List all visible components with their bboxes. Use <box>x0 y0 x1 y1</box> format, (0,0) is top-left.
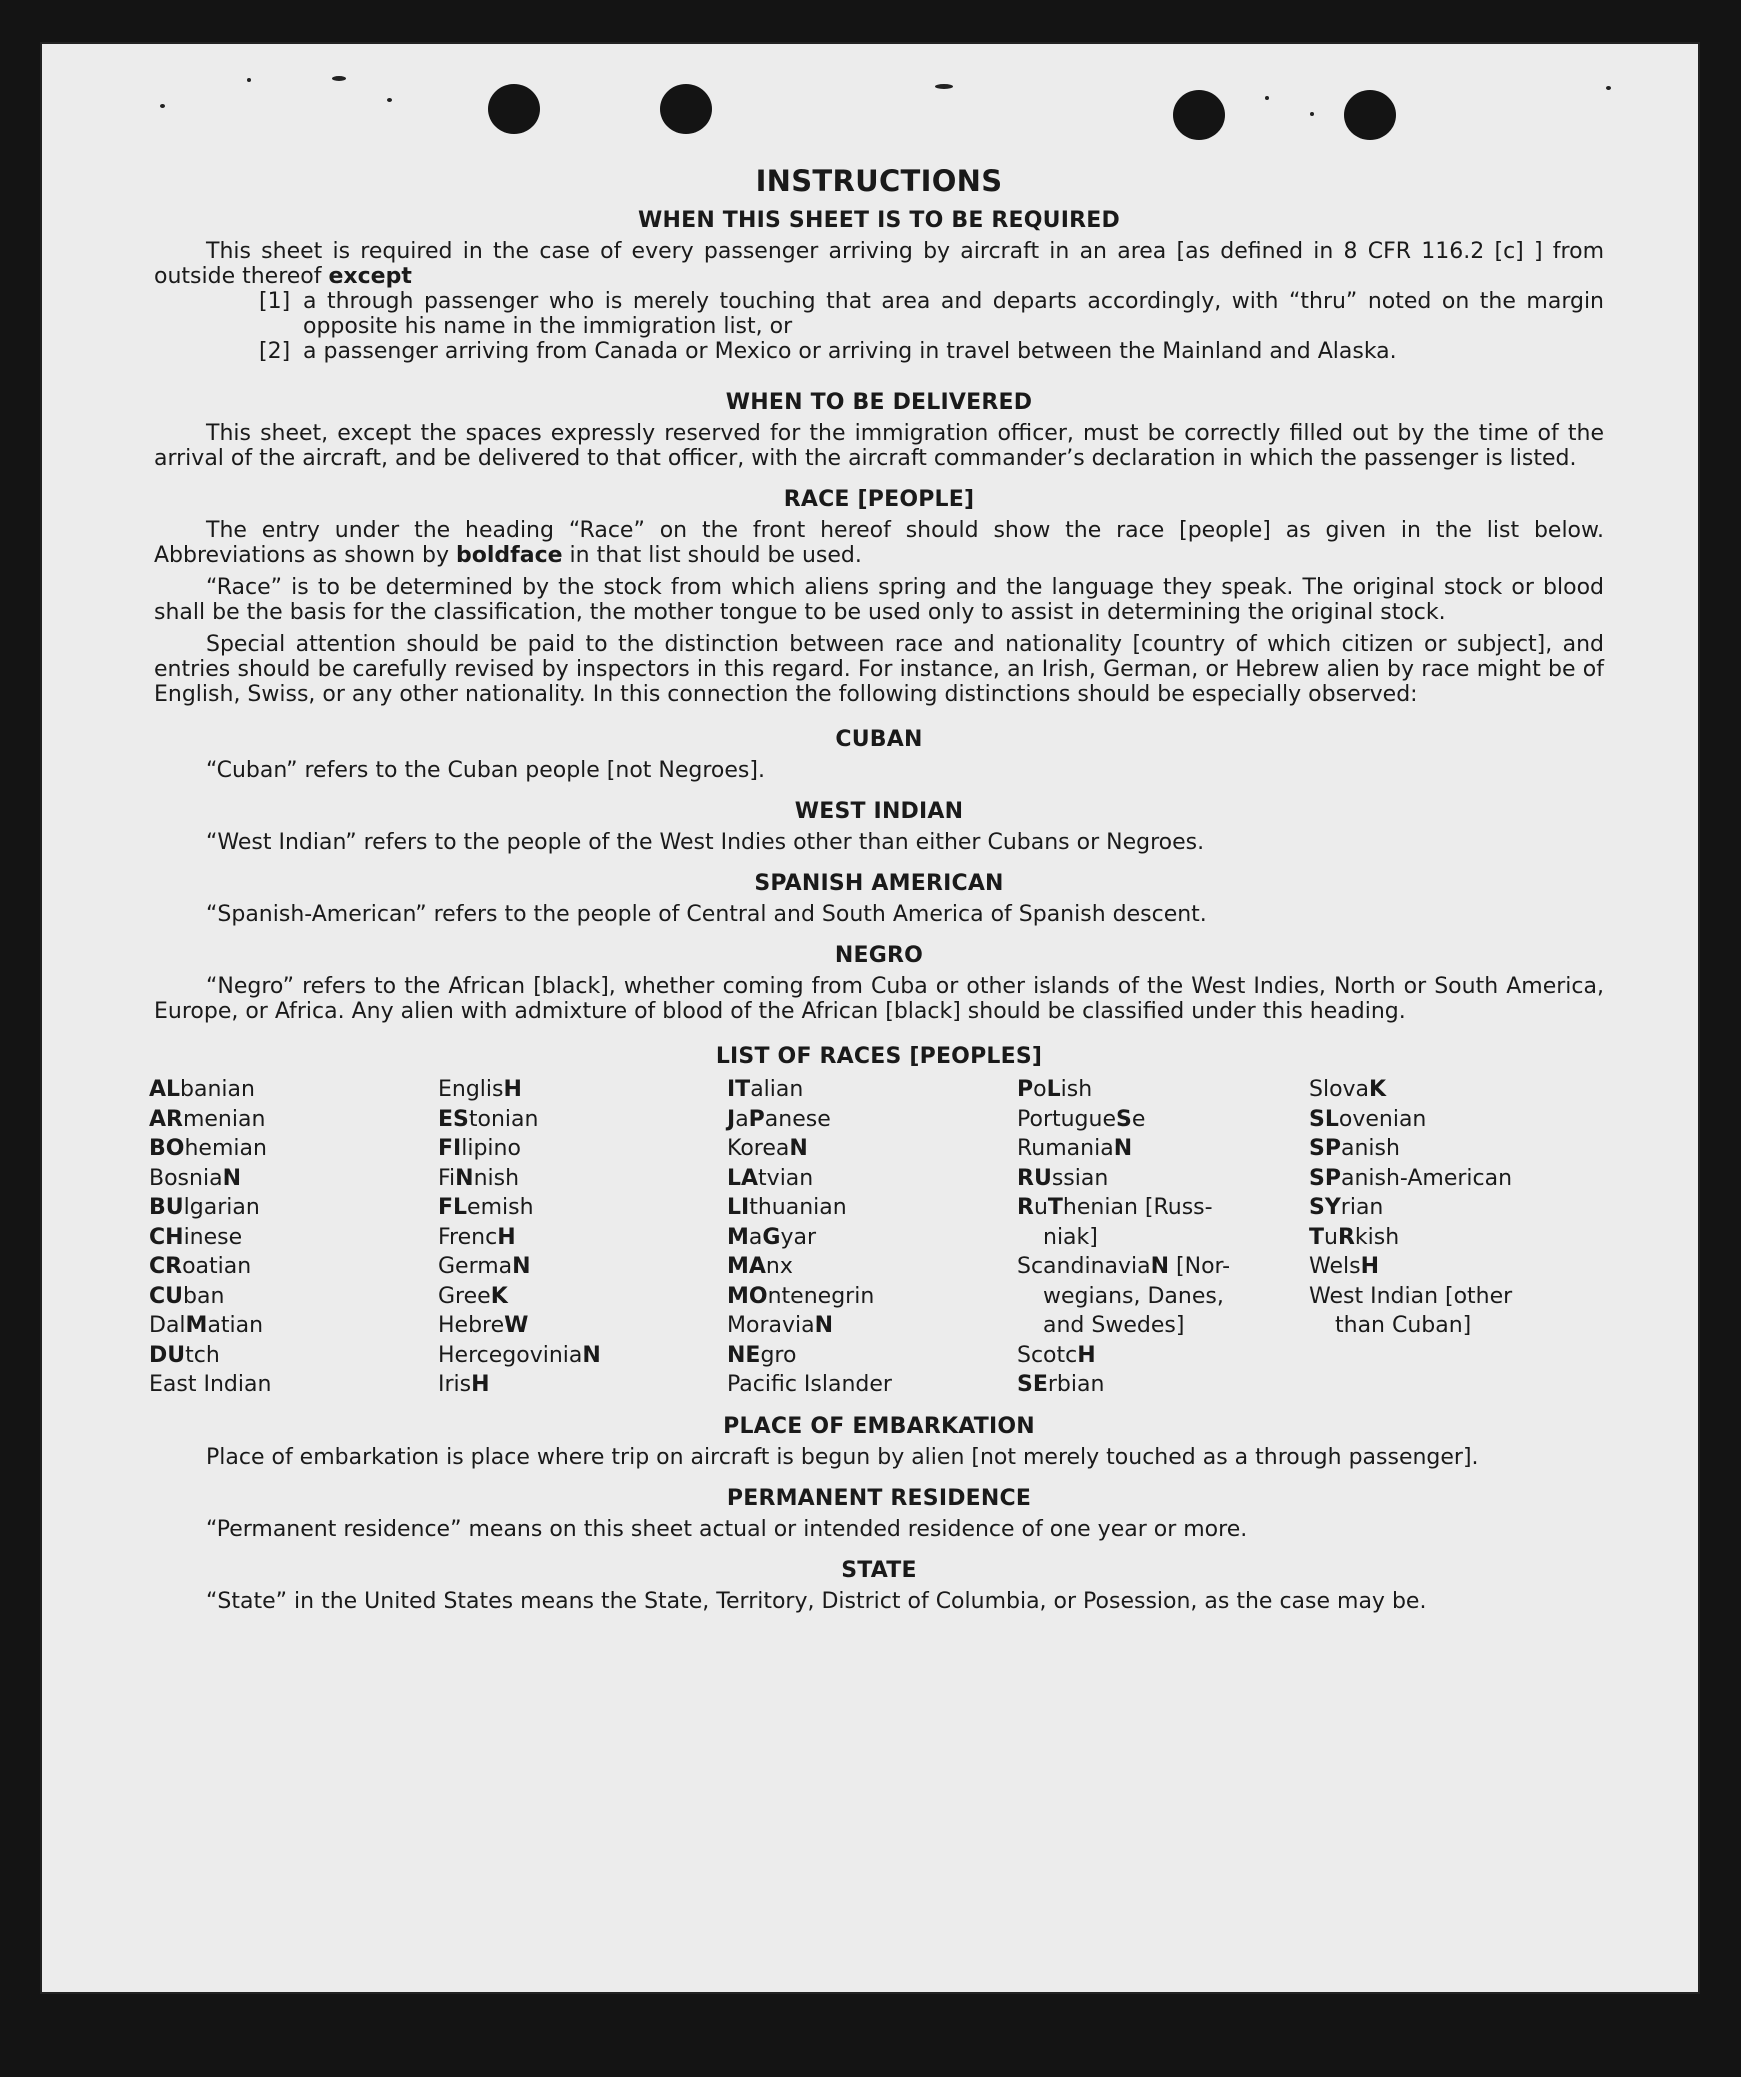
cuban-text: “Cuban” refers to the Cuban people [not Negroes]. <box>206 758 765 783</box>
race-entry: WelsH <box>1309 1254 1379 1279</box>
heading-permanent-residence: PERMANENT RESIDENCE <box>726 1485 1032 1511</box>
race-entry: DalMatian <box>149 1313 264 1338</box>
state-text: “State” in the United States means the State, Territory, District of Columbia, or Posession, as the case may be. <box>206 1588 1427 1614</box>
race-entry: LIthuanian <box>727 1195 847 1220</box>
race-paragraph-3: Special attention should be paid to the distinction between race and nationality [country of which citizen or subject], and entries should be carefully revised by inspectors in this regard. For instance, an Irish, German, or Hebrew alien by race might be of English, Swiss, or any other nationality. In this connection the following distinctions should be especially observed: <box>154 632 1604 707</box>
race-entry: ALbanian <box>149 1077 255 1102</box>
heading-state: STATE <box>841 1557 917 1583</box>
races-column <box>727 1075 1017 1400</box>
race-paragraph-2: “Race” is to be determined by the stock from which aliens spring and the language they speak. The original stock or blood shall be the basis for the classification, the mother tongue to be used only to assist in determining the original stock. <box>154 575 1604 625</box>
race-entry: PortugueSe <box>1017 1106 1146 1132</box>
race-entry: FiNnish <box>438 1165 520 1191</box>
spanish-american-text: “Spanish-American” refers to the people of Central and South America of Spanish descent. <box>206 902 1207 927</box>
race-entry: than Cuban] <box>1335 1313 1472 1338</box>
race-entry: RuThenian [Russ- <box>1017 1195 1213 1220</box>
race-entry: DUtch <box>149 1342 220 1368</box>
race-entry: ScotcH <box>1017 1342 1096 1368</box>
race-entry: JaPanese <box>727 1106 831 1132</box>
race-entry: ScandinaviaN [Nor- <box>1017 1254 1231 1279</box>
punch-hole <box>1344 90 1396 140</box>
race-entry: and Swedes] <box>1043 1313 1185 1338</box>
race-entry: MAnx <box>727 1254 793 1279</box>
heading-place-of-embarkation: PLACE OF EMBARKATION <box>723 1413 1035 1439</box>
race-entry: HebreW <box>438 1313 529 1338</box>
races-column <box>1309 1075 1599 1400</box>
race-entry: BUlgarian <box>149 1195 260 1220</box>
document-sheet <box>42 44 1698 1992</box>
race-entry: PoLish <box>1017 1077 1093 1102</box>
race-entry: TuRkish <box>1309 1224 1400 1250</box>
instructions-content <box>149 164 1604 1614</box>
race-entry: niak] <box>1043 1224 1098 1250</box>
required-intro: This sheet is required in the case of every passenger arriving by aircraft in an area [as defined in 8 CFR 116.2 [c] ] from outside thereof except <box>154 239 1604 289</box>
race-entry: West Indian [other <box>1309 1283 1513 1309</box>
race-entry: EnglisH <box>438 1077 522 1102</box>
heading-when-required: WHEN THIS SHEET IS TO BE REQUIRED <box>638 208 1120 233</box>
races-column <box>149 1075 438 1400</box>
race-entry: EStonian <box>438 1106 539 1132</box>
exception-number: [2] <box>259 339 291 364</box>
race-entry: BosniaN <box>149 1165 241 1191</box>
race-entry: MOntenegrin <box>727 1283 875 1309</box>
race-entry: KoreaN <box>727 1136 808 1161</box>
exception-item <box>259 339 1604 364</box>
race-entry: East Indian <box>149 1372 272 1397</box>
page-title: INSTRUCTIONS <box>755 164 1003 198</box>
race-entry: NEgro <box>727 1342 797 1368</box>
heading-list-of-races: LIST OF RACES [PEOPLES] <box>715 1044 1043 1069</box>
heading-cuban: CUBAN <box>835 727 923 752</box>
race-entry: ARmenian <box>149 1106 266 1132</box>
race-entry: SPanish <box>1309 1136 1400 1161</box>
exception-item <box>259 289 1604 339</box>
exception-text: a passenger arriving from Canada or Mexico or arriving in travel between the Mainland and Alaska. <box>303 339 1397 364</box>
punch-hole <box>488 84 540 134</box>
punch-hole <box>1173 90 1225 140</box>
race-entry: SPanish-American <box>1309 1165 1513 1191</box>
race-entry: SErbian <box>1017 1372 1105 1397</box>
delivered-text: This sheet, except the spaces expressly reserved for the immigration officer, must be correctly filled out by the time of the arrival of the aircraft, and be delivered to that officer, with the aircraft commander’s declaration in which the passenger is listed. <box>154 421 1604 471</box>
race-entry: SlovaK <box>1309 1077 1387 1102</box>
heading-negro: NEGRO <box>834 943 924 968</box>
race-entry: IrisH <box>438 1372 490 1397</box>
negro-text: “Negro” refers to the African [black], whether coming from Cuba or other islands of the West Indies, North or South America, Europe, or Africa. Any alien with admixture of blood of the African [black] should be classified under this heading. <box>154 974 1604 1024</box>
race-entry: Pacific Islander <box>727 1372 892 1397</box>
west-indian-text: “West Indian” refers to the people of the West Indies other than either Cubans or Negroes. <box>206 830 1205 855</box>
race-paragraph-1: The entry under the heading “Race” on the front hereof should show the race [people] as given in the list below. Abbreviations as shown by boldface in that list should be used. <box>154 518 1604 568</box>
race-entry: FLemish <box>438 1195 534 1220</box>
races-column <box>438 1075 727 1400</box>
race-entry: FrencH <box>438 1224 516 1250</box>
race-entry: SLovenian <box>1309 1106 1427 1132</box>
race-entry: SYrian <box>1309 1195 1384 1220</box>
exception-number: [1] <box>259 289 291 314</box>
exception-text: a through passenger who is merely touching that area and departs accordingly, with “thru” noted on the margin opposite his name in the immigration list, or <box>303 289 1604 339</box>
race-entry: FIlipino <box>438 1136 521 1161</box>
heading-when-delivered: WHEN TO BE DELIVERED <box>725 390 1033 415</box>
race-entry: CUban <box>149 1283 225 1309</box>
heading-spanish-american: SPANISH AMERICAN <box>754 871 1004 896</box>
race-entry: LAtvian <box>727 1165 814 1191</box>
embarkation-text: Place of embarkation is place where trip on aircraft is begun by alien [not merely touched as a through passenger]. <box>206 1444 1479 1470</box>
heading-race: RACE [PEOPLE] <box>783 487 975 512</box>
races-table <box>149 1075 1604 1400</box>
race-entry: GermaN <box>438 1254 531 1279</box>
race-entry: ITalian <box>727 1077 804 1102</box>
race-entry: RumaniaN <box>1017 1136 1133 1161</box>
required-exceptions-list <box>154 289 1604 364</box>
race-entry: MoraviaN <box>727 1313 834 1338</box>
heading-west-indian: WEST INDIAN <box>794 799 964 824</box>
race-entry: MaGyar <box>727 1224 816 1250</box>
residence-text: “Permanent residence” means on this sheet actual or intended residence of one year or more. <box>206 1516 1248 1542</box>
race-entry: RUssian <box>1017 1165 1109 1191</box>
race-entry: CRoatian <box>149 1254 252 1279</box>
race-entry: wegians, Danes, <box>1043 1283 1224 1309</box>
races-column <box>1017 1075 1309 1400</box>
race-entry: HercegoviniaN <box>438 1342 601 1368</box>
race-entry: GreeK <box>438 1283 508 1309</box>
race-entry: BOhemian <box>149 1136 267 1161</box>
race-entry: CHinese <box>149 1224 243 1250</box>
punch-hole <box>660 84 712 134</box>
